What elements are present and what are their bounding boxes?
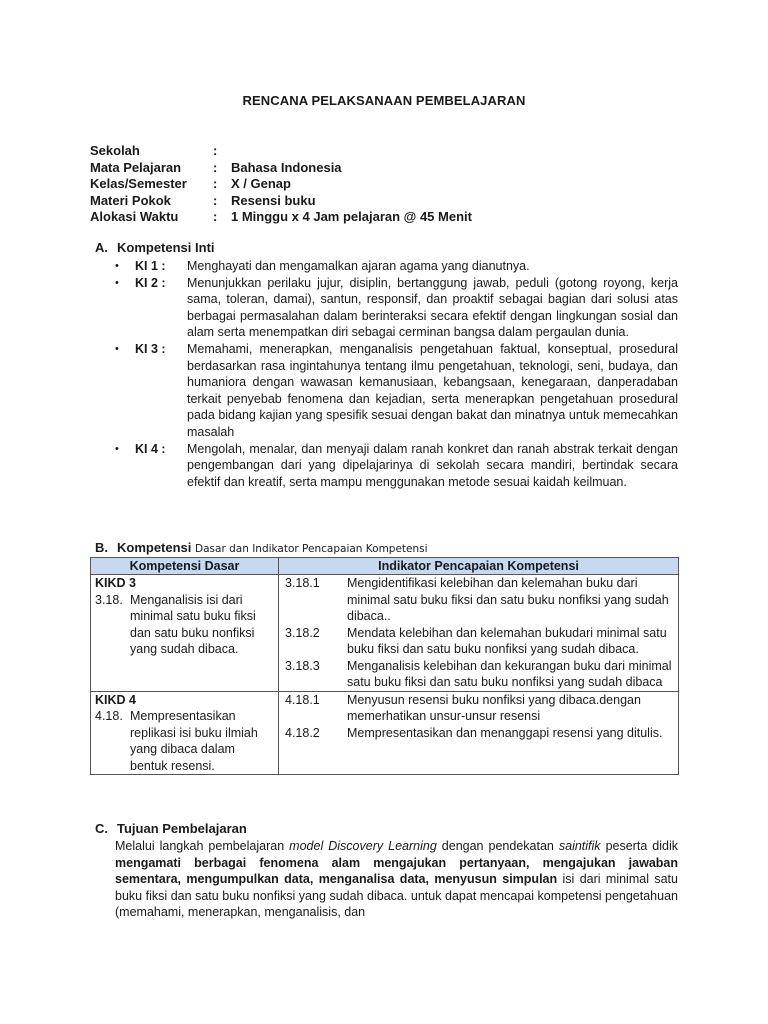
identity-colon: : (213, 143, 218, 158)
ki-label: KI 2 : (135, 275, 166, 290)
section-subtitle: Dasar dan Indikator Pencapaian Kompetensi (195, 543, 428, 555)
kd-table (90, 557, 679, 775)
tujuan-bold: mengamati berbagai fenomena alam mengajukan pertanyaan, mengajukan jawaban sementara, mengumpulkan data, menganalisa data, menyusun simpulan (115, 855, 678, 887)
section-c-heading (95, 821, 247, 836)
kd-text: Menganalisis isi dari minimal satu buku fiksi dan satu buku nonfiksi yang sudah dibaca. (130, 592, 256, 656)
kd-body (95, 592, 274, 658)
indicator-number: 3.18.3 (285, 658, 320, 673)
kikd-label: KIKD 3 (95, 576, 136, 590)
bullet-icon: • (115, 276, 119, 289)
indicator-text: Mempresentasikan dan menanggapi resensi yang ditulis. (347, 725, 663, 740)
kd-number: 4.18. (95, 709, 123, 723)
section-title: Kompetensi Inti (117, 240, 215, 255)
identity-row-mata-pelajaran (90, 160, 472, 177)
identity-row-sekolah (90, 143, 472, 160)
list-item (115, 441, 678, 491)
indicator-number: 4.18.1 (285, 692, 320, 707)
bullet-icon: • (115, 442, 119, 455)
kd-text: Mempresentasikan replikasi isi buku ilmiah yang dibaca dalam bentuk resensi. (130, 709, 258, 773)
tujuan-paragraph (115, 838, 678, 921)
table-row (91, 691, 679, 775)
list-item (115, 258, 678, 275)
column-header: Indikator Pencapaian Kompetensi (279, 558, 679, 575)
ki-text: Mengolah, menalar, dan menyaji dalam ranah konkret dan ranah abstrak terkait dengan pengembangan dari yang dipelajarinya di sekolah secara mandiri, bertindak secara efektif dan kreatif, serta mampu menggunakan metode sesuai kaidah keilmuan. (187, 441, 678, 489)
kd-body (95, 708, 274, 774)
list-item (115, 275, 678, 341)
identity-label: Mata Pelajaran (90, 159, 182, 175)
identity-row-kelas-semester (90, 176, 472, 193)
tujuan-text: isi dari minimal satu buku fiksi dan satu buku nonfiksi yang sudah dibaca. untuk dapat mencapai kompetensi pengetahuan (memahami, menerapkan, menganalisis, dan (115, 872, 678, 920)
identity-value: 1 Minggu x 4 Jam pelajaran @ 45 Menit (231, 209, 472, 224)
bullet-icon: • (115, 342, 119, 355)
identity-value: Bahasa Indonesia (231, 159, 342, 175)
identity-colon: : (213, 209, 218, 224)
kd-cell (91, 691, 279, 775)
indicator-item (283, 725, 674, 742)
document-title: RENCANA PELAKSANAAN PEMBELAJARAN (242, 93, 526, 108)
indicator-text: Mendata kelebihan dan kelemahan bukudari minimal satu buku fiksi dan satu buku nonfiksi yang sudah dibaca. (347, 625, 667, 656)
table-row (91, 575, 679, 692)
identity-value: X / Genap (231, 176, 291, 191)
table-header-row (91, 558, 679, 575)
tujuan-text: dengan pendekatan (436, 839, 559, 853)
section-title: Kompetensi (117, 540, 192, 555)
indicator-item (283, 692, 674, 725)
identity-label: Alokasi Waktu (90, 209, 179, 224)
identity-value: Resensi buku (231, 192, 316, 208)
indicator-number: 4.18.2 (285, 725, 320, 740)
list-item (115, 341, 678, 441)
kd-number: 3.18. (95, 592, 123, 607)
identity-label: Kelas/Semester (90, 176, 187, 191)
identity-label: Materi Pokok (90, 192, 171, 208)
bullet-icon: • (115, 260, 119, 272)
identity-row-materi-pokok (90, 193, 472, 210)
kd-cell (91, 575, 279, 692)
ki-label: KI 3 : (135, 341, 166, 356)
indicator-cell (279, 691, 679, 775)
ki-label: KI 1 : (135, 259, 166, 273)
identity-colon: : (213, 176, 218, 191)
tujuan-italic: saintifik (558, 839, 601, 853)
indicator-item (283, 658, 674, 691)
tujuan-text: Melalui langkah pembelajaran (115, 839, 290, 853)
section-letter: A. (95, 240, 108, 255)
identity-colon: : (213, 159, 218, 175)
indicator-item (283, 625, 674, 658)
indicator-item (283, 575, 674, 625)
ki-text: Menunjukkan perilaku jujur, disiplin, bertanggung jawab, peduli (gotong royong, kerja sama, toleran, damai), santun, responsif, dan proaktif sebagai bagian dari solusi atas berbagai permasalahan dalam berinteraksi secara efektif dengan lingkungan sosial dan alam serta menempatkan diri sebagai cerminan bangsa dalam pergaulan dunia. (187, 275, 678, 340)
ki-label: KI 4 : (135, 441, 166, 456)
ki-list (115, 258, 678, 490)
identity-block (90, 143, 472, 226)
column-header: Kompetensi Dasar (91, 558, 279, 575)
section-a-heading (95, 240, 215, 255)
section-letter: C. (95, 821, 108, 836)
indicator-number: 3.18.1 (285, 576, 320, 590)
section-letter: B. (95, 540, 108, 555)
indicator-text: Menyusun resensi buku nonfiksi yang dibaca.dengan memerhatikan unsur-unsur resensi (347, 692, 641, 723)
tujuan-text: peserta didik (600, 839, 678, 853)
section-b-heading (95, 540, 428, 555)
identity-row-alokasi-waktu (90, 209, 472, 226)
section-title: Tujuan Pembelajaran (117, 821, 247, 836)
indicator-cell (279, 575, 679, 692)
ki-text: Menghayati dan mengamalkan ajaran agama yang dianutnya. (187, 259, 530, 273)
identity-colon: : (213, 192, 218, 208)
indicator-number: 3.18.2 (285, 625, 320, 640)
indicator-text: Mengidentifikasi kelebihan dan kelemahan buku dari minimal satu buku fiksi dan satu buku nonfiksi yang sudah dibaca.. (347, 576, 669, 623)
indicator-text: Menganalisis kelebihan dan kekurangan buku dari minimal satu buku fiksi dan satu buku nonfiksi yang sudah dibaca (347, 658, 672, 689)
kikd-label: KIKD 4 (95, 692, 136, 707)
tujuan-italic: model Discovery Learning (289, 839, 437, 853)
ki-text: Memahami, menerapkan, menganalisis pengetahuan faktual, konseptual, prosedural berdasarkan rasa ingintahunya tentang ilmu pengetahuan, teknologi, seni, budaya, dan humaniora dengan wawasan kemanusiaan, kebangsaan, kenegaraan, danperadaban terkait penyebab fenomena dan kejadian, serta menerapkan pengetahuan prosedural pada bidang kajian yang spesifik sesuai dengan bakat dan minatnya untuk memecahkan masalah (187, 341, 678, 439)
identity-label: Sekolah (90, 143, 140, 158)
